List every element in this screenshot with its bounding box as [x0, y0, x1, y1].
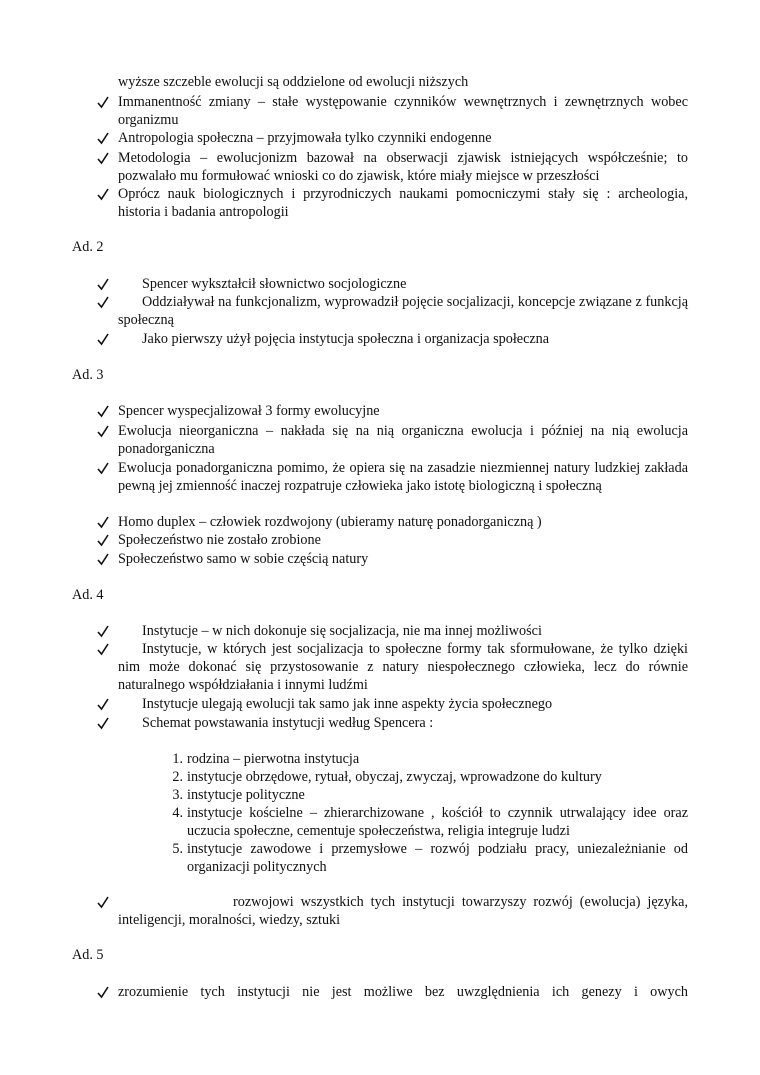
list-item	[118, 330, 688, 348]
list-item-text: Ewolucja ponadorganiczna pomimo, że opiera się na zasadzie niezmiennej natury ludzkiej zakłada pewną jej zmienność inaczej rozpatruje człowieka jako istotę biologiczną i społeczną	[118, 460, 688, 494]
list-item-text: Oprócz nauk biologicznych i przyrodniczych naukami pomocniczymi stały się : archeologia, historia i badania antropologii	[118, 186, 688, 220]
checkmark-icon	[96, 293, 110, 311]
list-item	[118, 640, 688, 694]
list-item	[118, 402, 688, 420]
numbered-item-text: instytucje kościelne – zhierarchizowane , kościół to czynnik utrwalający idee oraz uczucia społeczne, cementuje społeczeństwa, religia integruje ludzi	[187, 805, 688, 839]
checkmark-icon	[96, 422, 110, 440]
item-number: 4.	[172, 805, 183, 821]
list-item-text: Społeczeństwo samo w sobie częścią natury	[118, 551, 369, 567]
numbered-item-text: rodzina – pierwotna instytucja	[187, 751, 360, 767]
numbered-item	[172, 750, 688, 768]
item-number: 5.	[172, 841, 183, 857]
section-heading: Ad. 5	[72, 947, 104, 963]
list-item-text: Spencer wykształcił słownictwo socjologiczne	[142, 276, 407, 292]
checkmark-icon	[96, 149, 110, 167]
section-heading: Ad. 2	[72, 239, 104, 255]
checkmark-icon	[96, 330, 110, 348]
list-item-text: Antropologia społeczna – przyjmowała tylko czynniki endogenne	[118, 130, 492, 146]
numbered-item	[172, 804, 688, 840]
checkmark-icon	[96, 185, 110, 203]
list-item-text: Homo duplex – człowiek rozdwojony (ubieramy naturę ponadorganiczną )	[118, 514, 542, 530]
list-item-text: Instytucje ulegają ewolucji tak samo jak inne aspekty życia społecznego	[142, 696, 553, 712]
checkmark-icon	[96, 531, 110, 549]
list-item-text: rozwojowi wszystkich tych instytucji towarzyszy rozwój (ewolucja) języka, inteligencji, moralności, wiedzy, sztuki	[118, 894, 688, 928]
list-item	[118, 73, 688, 91]
checkmark-icon	[96, 622, 110, 640]
list-item-text: Jako pierwszy użył pojęcia instytucja społeczna i organizacja społeczna	[142, 331, 550, 347]
list-item-text: Schemat powstawania instytucji według Spencera :	[142, 715, 434, 731]
numbered-item	[172, 840, 688, 876]
list-item-text: Instytucje – w nich dokonuje się socjalizacja, nie ma innej możliwości	[142, 623, 542, 639]
list-item	[118, 695, 688, 713]
numbered-item	[172, 768, 688, 786]
checkmark-icon	[96, 513, 110, 531]
list-item-text: Spencer wyspecjalizował 3 formy ewolucyjne	[118, 403, 380, 419]
checkmark-icon	[96, 93, 110, 111]
list-item-text: Społeczeństwo nie zostało zrobione	[118, 532, 321, 548]
list-item	[118, 622, 688, 640]
checkmark-icon	[96, 275, 110, 293]
numbered-item-text: instytucje obrzędowe, rytuał, obyczaj, zwyczaj, wprowadzone do kultury	[187, 769, 602, 785]
item-number: 2.	[172, 769, 183, 785]
list-item	[118, 129, 688, 147]
section-heading: Ad. 4	[72, 587, 104, 603]
numbered-item-text: instytucje polityczne	[187, 787, 305, 803]
checkmark-icon	[96, 714, 110, 732]
checkmark-icon	[96, 640, 110, 658]
checkmark-icon	[96, 550, 110, 568]
list-item-text: Oddziaływał na funkcjonalizm, wyprowadził pojęcie socjalizacji, koncepcje związane z funkcją społeczną	[118, 294, 688, 328]
list-item	[118, 531, 688, 549]
list-item-text: Ewolucja nieorganiczna – nakłada się na nią organiczna ewolucja i później na nią ewolucja ponadorganiczna	[118, 423, 688, 457]
list-item	[118, 459, 688, 495]
item-number: 1.	[172, 751, 183, 767]
list-item	[118, 149, 688, 185]
list-item	[118, 983, 688, 1001]
checkmark-icon	[96, 893, 110, 911]
checkmark-icon	[96, 983, 110, 1001]
list-item-text: zrozumienie tych instytucji nie jest możliwe bez uwzględnienia ich genezy i owych	[118, 984, 688, 1000]
list-item-text: wyższe szczeble ewolucji są oddzielone od ewolucji niższych	[118, 74, 469, 90]
list-item	[118, 550, 688, 568]
list-item	[118, 422, 688, 458]
numbered-item	[172, 786, 688, 804]
list-item-text: Instytucje, w których jest socjalizacja to społeczne formy tak sformułowane, że tylko dzięki nim może dokonać się przystosowanie z natury niespołecznego człowieka, lecz do równie naturalnego współdziałania i innymi ludźmi	[118, 641, 688, 693]
list-item	[118, 275, 688, 293]
numbered-item-text: instytucje zawodowe i przemysłowe – rozwój podziału pracy, uniezależnianie od organizacji politycznych	[187, 841, 688, 875]
section-heading: Ad. 3	[72, 367, 104, 383]
list-item	[118, 93, 688, 129]
checkmark-icon	[96, 402, 110, 420]
list-item	[118, 893, 688, 929]
list-item	[118, 293, 688, 329]
list-item-text: Metodologia – ewolucjonizm bazował na obserwacji zjawisk istniejących współcześnie; to pozwalało mu formułować wnioski co do zjawisk, które miały miejsce w przeszłości	[118, 150, 688, 184]
checkmark-icon	[96, 129, 110, 147]
list-item	[118, 185, 688, 221]
list-item	[118, 714, 688, 732]
checkmark-icon	[96, 695, 110, 713]
list-item	[118, 513, 688, 531]
checkmark-icon	[96, 459, 110, 477]
list-item-text: Immanentność zmiany – stałe występowanie czynników wewnętrznych i zewnętrznych wobec organizmu	[118, 94, 688, 128]
item-number: 3.	[172, 787, 183, 803]
